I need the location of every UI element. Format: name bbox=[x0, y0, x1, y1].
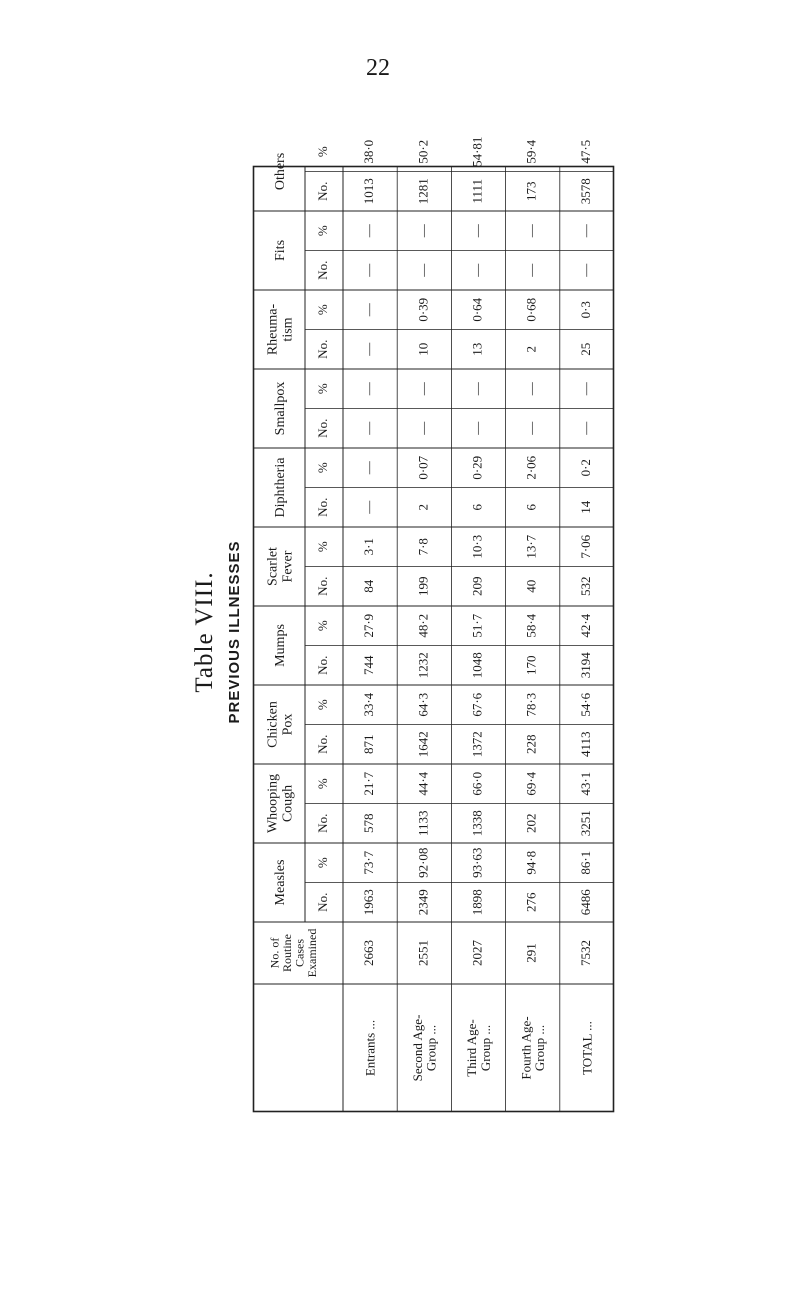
cell-no: 1642 bbox=[415, 731, 431, 758]
cell-pct: — bbox=[577, 224, 593, 238]
sub-header-no: No. bbox=[314, 339, 330, 359]
cell-no: 4113 bbox=[577, 731, 593, 758]
disease-header: ChickenPox bbox=[265, 701, 296, 748]
cell-pct: 66·0 bbox=[469, 771, 485, 796]
cell-no: — bbox=[469, 421, 485, 435]
cell-no: 1898 bbox=[469, 889, 485, 916]
cell-no: 744 bbox=[361, 655, 377, 675]
cell-no: 14 bbox=[577, 500, 593, 514]
cell-no: 1281 bbox=[415, 178, 431, 205]
disease-header: ScarletFever bbox=[265, 547, 296, 586]
cell-no: 228 bbox=[523, 734, 539, 754]
cell-no: 13 bbox=[469, 342, 485, 356]
cell-no: 84 bbox=[361, 579, 377, 593]
cell-pct: — bbox=[577, 382, 593, 396]
page-number: 22 bbox=[366, 55, 390, 81]
cell-pct: 58·4 bbox=[523, 613, 539, 638]
sub-header-no: No. bbox=[314, 576, 330, 596]
cell-pct: — bbox=[361, 382, 377, 396]
cell-pct: 67·6 bbox=[469, 692, 485, 717]
cell-no: 1372 bbox=[469, 731, 485, 758]
cell-no: — bbox=[523, 421, 539, 435]
cell-no: 199 bbox=[415, 576, 431, 596]
sub-header-pct: % bbox=[314, 699, 330, 711]
sub-header-pct: % bbox=[314, 857, 330, 869]
cell-pct: 10·3 bbox=[469, 534, 485, 559]
cell-pct: — bbox=[415, 382, 431, 396]
sub-header-no: No. bbox=[314, 497, 330, 517]
cell-pct: 0·29 bbox=[469, 455, 485, 480]
disease-header: Measles bbox=[272, 859, 288, 906]
sub-header-no: No. bbox=[314, 734, 330, 754]
cell-pct: 54·81 bbox=[469, 136, 485, 167]
row-group-label: Third Age-Group ... bbox=[464, 1019, 493, 1077]
cell-pct: — bbox=[469, 382, 485, 396]
cell-no: — bbox=[523, 263, 539, 277]
cell-no: 1963 bbox=[361, 889, 377, 916]
cell-no: — bbox=[361, 500, 377, 514]
cell-pct: 44·4 bbox=[415, 771, 431, 796]
sub-header-no: No. bbox=[314, 418, 330, 438]
sub-header-pct: % bbox=[314, 225, 330, 237]
cell-no: 578 bbox=[361, 813, 377, 833]
cell-pct: 64·3 bbox=[415, 692, 431, 717]
table-title: PREVIOUS ILLNESSES bbox=[226, 540, 243, 724]
examined-value: 2551 bbox=[415, 940, 431, 966]
cell-no: 3194 bbox=[577, 652, 593, 679]
table-grid bbox=[253, 136, 614, 1112]
disease-header: Mumps bbox=[272, 624, 288, 667]
cell-no: 276 bbox=[523, 892, 539, 912]
cell-no: — bbox=[415, 263, 431, 277]
examined-header: No. ofRoutineCasesExamined bbox=[267, 928, 320, 978]
cell-no: 532 bbox=[577, 576, 593, 596]
cell-no: — bbox=[415, 421, 431, 435]
cell-no: 1111 bbox=[469, 178, 485, 204]
cell-pct: 0·39 bbox=[415, 297, 431, 322]
table-label: Table VIII. bbox=[191, 571, 218, 693]
cell-no: 1013 bbox=[361, 178, 377, 205]
cell-pct: 92·08 bbox=[415, 847, 431, 878]
cell-no: 3578 bbox=[577, 178, 593, 205]
cell-no: 6486 bbox=[577, 889, 593, 916]
cell-pct: — bbox=[415, 224, 431, 238]
cell-no: 40 bbox=[523, 579, 539, 593]
sub-header-no: No. bbox=[314, 892, 330, 912]
disease-header: Smallpox bbox=[272, 381, 288, 436]
cell-pct: 93·63 bbox=[469, 847, 485, 878]
cell-pct: 21·7 bbox=[361, 771, 377, 796]
row-group-label: Fourth Age-Group ... bbox=[518, 1016, 548, 1080]
cell-pct: 33·4 bbox=[361, 692, 377, 717]
cell-pct: 47·5 bbox=[577, 139, 593, 164]
cell-pct: 54·6 bbox=[577, 692, 593, 717]
cell-pct: 43·1 bbox=[577, 771, 593, 796]
cell-no: 10 bbox=[415, 342, 431, 356]
cell-no: 25 bbox=[577, 342, 593, 356]
sub-header-no: No. bbox=[314, 813, 330, 833]
sub-header-pct: % bbox=[314, 304, 330, 316]
cell-pct: 3·1 bbox=[361, 538, 377, 556]
cell-pct: 50·2 bbox=[415, 139, 431, 164]
examined-value: 291 bbox=[523, 943, 539, 963]
cell-no: 173 bbox=[523, 181, 539, 201]
cell-pct: 48·2 bbox=[415, 613, 431, 638]
disease-header: Others bbox=[272, 152, 288, 191]
cell-no: 871 bbox=[361, 734, 377, 754]
cell-no: 1232 bbox=[415, 652, 431, 679]
sub-header-pct: % bbox=[314, 146, 330, 158]
examined-value: 7532 bbox=[577, 940, 593, 966]
cell-pct: — bbox=[469, 224, 485, 238]
cell-pct: 0·68 bbox=[523, 297, 539, 322]
cell-no: — bbox=[469, 263, 485, 277]
cell-no: 1338 bbox=[469, 810, 485, 837]
row-group-label: TOTAL ... bbox=[579, 1021, 595, 1075]
cell-no: 170 bbox=[523, 655, 539, 675]
cell-pct: 27·9 bbox=[361, 613, 377, 638]
cell-no: — bbox=[361, 342, 377, 356]
disease-header: Rheuma-tism bbox=[265, 303, 296, 356]
cell-pct: 42·4 bbox=[577, 613, 593, 638]
sub-header-pct: % bbox=[314, 462, 330, 474]
sub-header-no: No. bbox=[314, 260, 330, 280]
cell-pct: — bbox=[361, 303, 377, 317]
cell-no: 6 bbox=[469, 504, 485, 511]
sub-header-pct: % bbox=[314, 620, 330, 632]
cell-no: 2349 bbox=[415, 889, 431, 916]
row-group-label: Entrants ... bbox=[362, 1019, 378, 1077]
cell-pct: 73·7 bbox=[361, 850, 377, 875]
cell-no: 1133 bbox=[415, 810, 431, 837]
row-group-label: Second Age-Group ... bbox=[410, 1014, 439, 1082]
disease-header: WhoopingCough bbox=[265, 773, 296, 834]
cell-pct: 0·2 bbox=[577, 459, 593, 477]
cell-pct: 94·8 bbox=[523, 850, 539, 875]
cell-no: — bbox=[361, 421, 377, 435]
cell-pct: 13·7 bbox=[523, 534, 539, 559]
sub-header-no: No. bbox=[314, 655, 330, 675]
cell-no: 6 bbox=[523, 504, 539, 511]
cell-pct: 78·3 bbox=[523, 692, 539, 717]
cell-pct: 0·3 bbox=[577, 301, 593, 319]
disease-header: Fits bbox=[272, 239, 288, 262]
cell-pct: — bbox=[361, 461, 377, 475]
cell-pct: 59·4 bbox=[523, 139, 539, 164]
examined-value: 2027 bbox=[469, 940, 485, 966]
cell-pct: 86·1 bbox=[577, 850, 593, 875]
sub-header-no: No. bbox=[314, 181, 330, 201]
cell-pct: 7·8 bbox=[415, 538, 431, 556]
cell-no: — bbox=[577, 421, 593, 435]
cell-pct: 2·06 bbox=[523, 455, 539, 480]
cell-no: 1048 bbox=[469, 652, 485, 679]
cell-pct: 7·06 bbox=[577, 534, 593, 559]
cell-pct: 51·7 bbox=[469, 613, 485, 638]
cell-no: 2 bbox=[415, 504, 431, 511]
cell-pct: 0·07 bbox=[415, 455, 431, 480]
cell-pct: 0·64 bbox=[469, 297, 485, 322]
cell-pct: 69·4 bbox=[523, 771, 539, 796]
cell-pct: — bbox=[523, 382, 539, 396]
cell-no: 2 bbox=[523, 346, 539, 353]
cell-pct: 38·0 bbox=[361, 139, 377, 164]
cell-no: — bbox=[577, 263, 593, 277]
cell-pct: — bbox=[361, 224, 377, 238]
sub-header-pct: % bbox=[314, 541, 330, 553]
disease-header: Diphtheria bbox=[272, 457, 288, 518]
sub-header-pct: % bbox=[314, 778, 330, 790]
cell-no: 202 bbox=[523, 813, 539, 833]
examined-value: 2663 bbox=[361, 940, 377, 966]
cell-pct: — bbox=[523, 224, 539, 238]
cell-no: 3251 bbox=[577, 810, 593, 837]
cell-no: 209 bbox=[469, 576, 485, 596]
sub-header-pct: % bbox=[314, 383, 330, 395]
illness-table bbox=[253, 136, 614, 1112]
cell-no: — bbox=[361, 263, 377, 277]
